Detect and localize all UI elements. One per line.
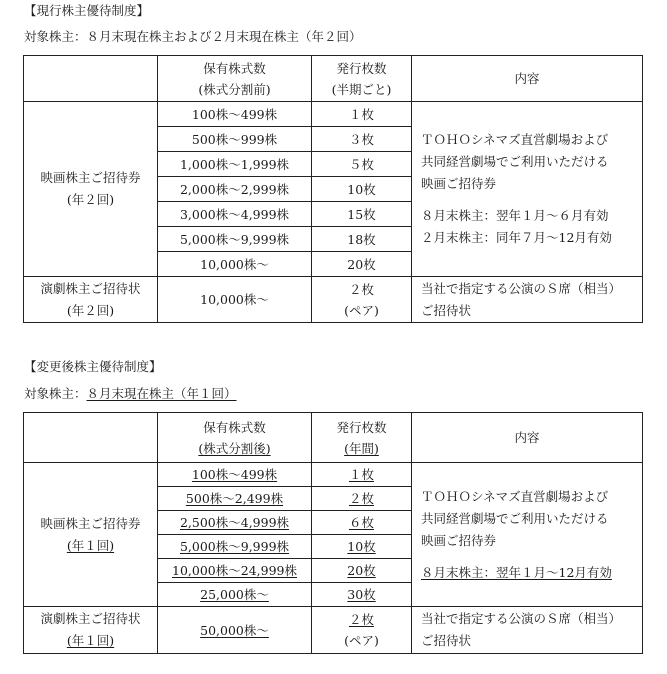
shares-cell: 2,500株～4,999株 [158,511,312,535]
theater-category-line2: (年１回) [66,633,115,648]
table-row [24,463,643,487]
changed-target [24,386,237,402]
theater-category-line2: (年２回) [66,302,115,318]
shares-cell: 3,000株～4,999株 [158,202,312,227]
shares-cell: 10,000株～ [158,252,312,277]
count-cell: ５枚 [312,152,412,177]
shares-cell: 25,000株～ [158,583,312,607]
changed-target-label: 対象株主： [24,386,87,401]
current-benefit-table [23,55,643,323]
movie-category-line2: (年１回) [66,537,115,553]
movie-content-line5: ２月末株主：同年７月～12月有効 [421,230,612,245]
movie-category-line1: 映画株主ご招待券 [40,170,141,185]
theater-count-line2: (ペア) [344,302,379,318]
header-count-line1: 発行枚数 [336,419,387,435]
shares-cell: 5,000株～9,999株 [158,535,312,559]
theater-category-cell [24,607,158,654]
movie-category-line1: 映画株主ご招待券 [40,515,141,531]
header-count-line2: (半期ごと) [331,81,392,97]
header-shares-line2: (株式分割前) [198,81,271,97]
header-blank-cell [24,413,158,463]
count-cell: 15枚 [312,202,412,227]
header-count-line1: 発行枚数 [336,60,387,76]
count-cell: 30枚 [312,583,412,607]
theater-count-cell [312,607,412,654]
header-count [312,413,412,463]
shares-cell: 100株～499株 [158,463,312,487]
movie-content-line4: ８月末株主：翌年１月～６月有効 [421,208,609,223]
shares-cell: 500株～999株 [158,127,312,152]
movie-content-line2: 共同経営劇場でご利用いただける [421,510,609,526]
theater-row [24,607,643,654]
theater-shares-cell: 50,000株～ [158,607,312,654]
count-cell: 10枚 [312,535,412,559]
theater-count-line1: ２枚 [348,612,374,627]
current-target-label: 対象株主： [24,29,87,44]
movie-content-line2: 共同経営劇場でご利用いただける [421,154,609,169]
movie-category-line2: (年２回) [66,192,115,207]
movie-content-cell [412,102,643,277]
movie-content-line1: ＴＯＨＯシネマズ直営劇場および [421,132,609,147]
count-cell: 18枚 [312,227,412,252]
header-count [312,56,412,102]
shares-cell: 2,000株～2,999株 [158,177,312,202]
table-header-row [24,56,643,102]
shares-cell: 5,000株～9,999株 [158,227,312,252]
count-cell: ２枚 [312,487,412,511]
header-shares-line1: 保有株式数 [203,60,266,76]
count-cell: 20枚 [312,559,412,583]
count-cell: ６枚 [312,511,412,535]
theater-content-line2: ご招待状 [421,633,472,648]
changed-target-value: ８月末現在株主（年１回） [86,386,237,401]
theater-shares-cell: 10,000株～ [158,277,312,323]
movie-content-line3: 映画ご招待券 [421,532,497,548]
table-header-row [24,413,643,463]
count-cell: 20枚 [312,252,412,277]
shares-cell: 1,000株～1,999株 [158,152,312,177]
theater-content-line2: ご招待状 [421,302,472,318]
theater-content-line1: 当社で指定する公演のＳ席（相当） [421,280,622,296]
current-heading: 【現行株主優待制度】 [24,3,150,18]
current-target [24,29,362,45]
header-shares-line1: 保有株式数 [203,419,266,435]
theater-count-cell [312,277,412,323]
count-cell: ３枚 [312,127,412,152]
movie-category-cell [24,102,158,277]
theater-category-line1: 演劇株主ご招待状 [40,280,141,296]
theater-content-line1: 当社で指定する公演のＳ席（相当） [421,611,622,626]
theater-content-cell [412,277,643,323]
header-blank-cell [24,56,158,102]
shares-cell: 100株～499株 [158,102,312,127]
movie-content-line1: ＴＯＨＯシネマズ直営劇場および [421,488,609,504]
header-shares-line2: (株式分割後) [198,440,271,456]
header-shares [158,413,312,463]
header-shares [158,56,312,102]
header-count-line2: (年間) [344,440,379,456]
count-cell: １枚 [312,463,412,487]
theater-category-line1: 演劇株主ご招待状 [40,611,141,626]
theater-category-cell [24,277,158,323]
theater-count-line1: ２枚 [348,281,374,297]
movie-content-line3: 映画ご招待券 [421,176,497,191]
changed-benefit-table [23,412,643,654]
shares-cell: 500株～2,499株 [158,487,312,511]
changed-heading: 【変更後株主優待制度】 [24,359,162,374]
table-row [24,102,643,127]
movie-content-line4: ８月末株主：翌年１月～12月有効 [421,564,612,580]
theater-count-line2: (ペア) [344,633,379,648]
content-spacer [421,552,642,562]
shares-cell: 10,000株～24,999株 [158,559,312,583]
movie-content-cell [412,463,643,607]
theater-row [24,277,643,323]
current-target-value: ８月末現在株主および２月末現在株主（年２回） [86,29,362,44]
header-content: 内容 [412,56,643,102]
header-content: 内容 [412,413,643,463]
movie-category-cell [24,463,158,607]
count-cell: １枚 [312,102,412,127]
content-spacer [421,195,642,205]
theater-content-cell [412,607,643,654]
count-cell: 10枚 [312,177,412,202]
